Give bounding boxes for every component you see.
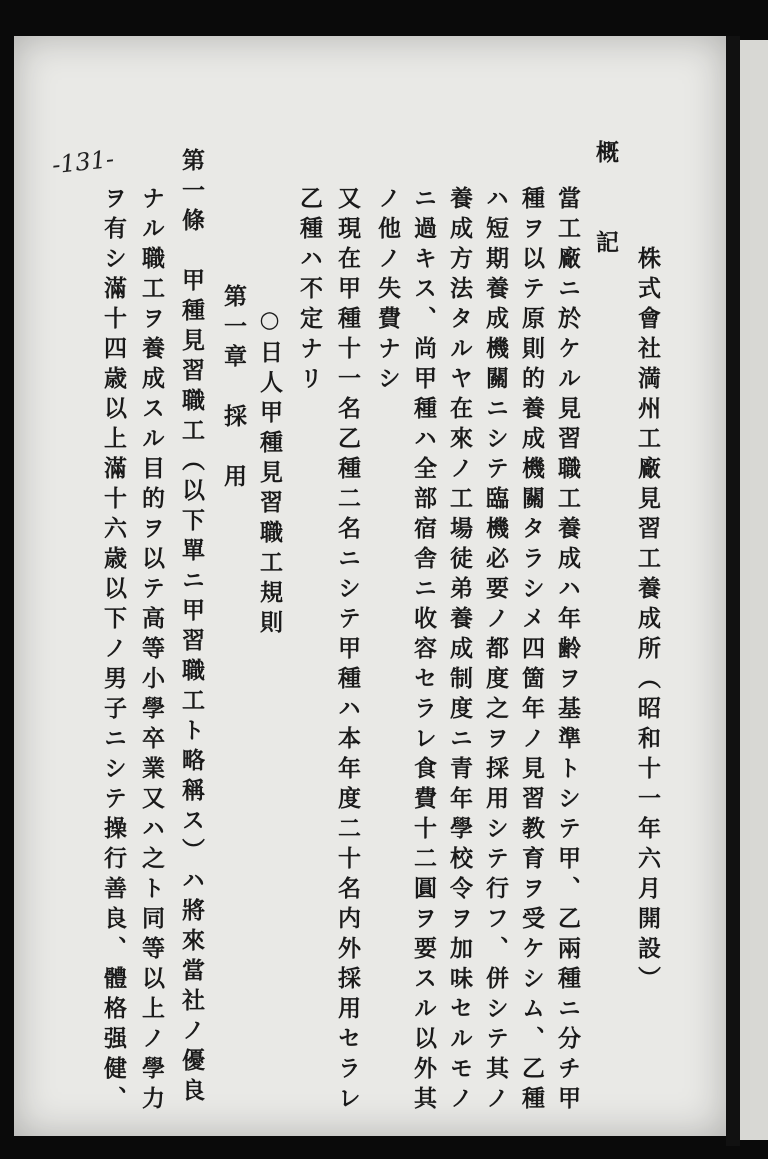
page-number: -131- xyxy=(50,144,116,180)
text-column-3: ハ短期養成機關ニシテ臨機必要ノ都度之ヲ採用シテ行フ、併シテ其ノ xyxy=(482,186,509,1116)
title-text: 株式會社満州工廠見習工養成所 xyxy=(634,246,661,666)
article-column-2: ナル職工ヲ養成スル目的ヲ以テ高等小學卒業又ハ之ト同等以上ノ學力 xyxy=(138,186,165,1116)
rules-heading: ○日人甲種見習職工規則 xyxy=(256,306,283,640)
text-column-5: ニ過キス、尚甲種ハ全部宿舎ニ收容セラレ食費十二圓ヲ要スル以外其 xyxy=(410,186,437,1116)
text-column-6: ノ他ノ失費ナシ xyxy=(374,186,401,396)
book-spine xyxy=(726,36,740,1146)
article-column-1: 第一條 甲種見習職工（以下單ニ甲習職工ト略稱ス）ハ將來當社ノ優良 xyxy=(178,148,205,1108)
text-column-8: 乙種ハ不定ナリ xyxy=(296,186,323,396)
text-column-4: 養成方法タルヤ在來ノ工場徒弟養成制度ニ青年學校令ヲ加味セルモノ xyxy=(446,186,473,1116)
chapter-heading: 第一章 採 用 xyxy=(220,284,247,494)
text-column-2: 種ヲ以テ原則的養成機關タラシメ四箇年ノ見習教育ヲ受ケシム、乙種 xyxy=(518,186,545,1116)
text-column-1: 當工廠ニ於ケル見習職工養成ハ年齢ヲ基準トシテ甲、乙兩種ニ分チ甲 xyxy=(554,186,581,1116)
document-title xyxy=(636,246,659,996)
next-page-edge xyxy=(740,40,768,1140)
section-heading: 概 記 xyxy=(592,140,619,260)
text-column-7: 又現在甲種十一名乙種二名ニシテ甲種ハ本年度二十名内外採用セラレ xyxy=(334,186,361,1116)
article-column-3: ヲ有シ滿十四歳以上滿十六歳以下ノ男子ニシテ操行善良、體格强健、 xyxy=(100,186,127,1116)
established-date: （昭和十一年六月開設） xyxy=(634,666,661,996)
